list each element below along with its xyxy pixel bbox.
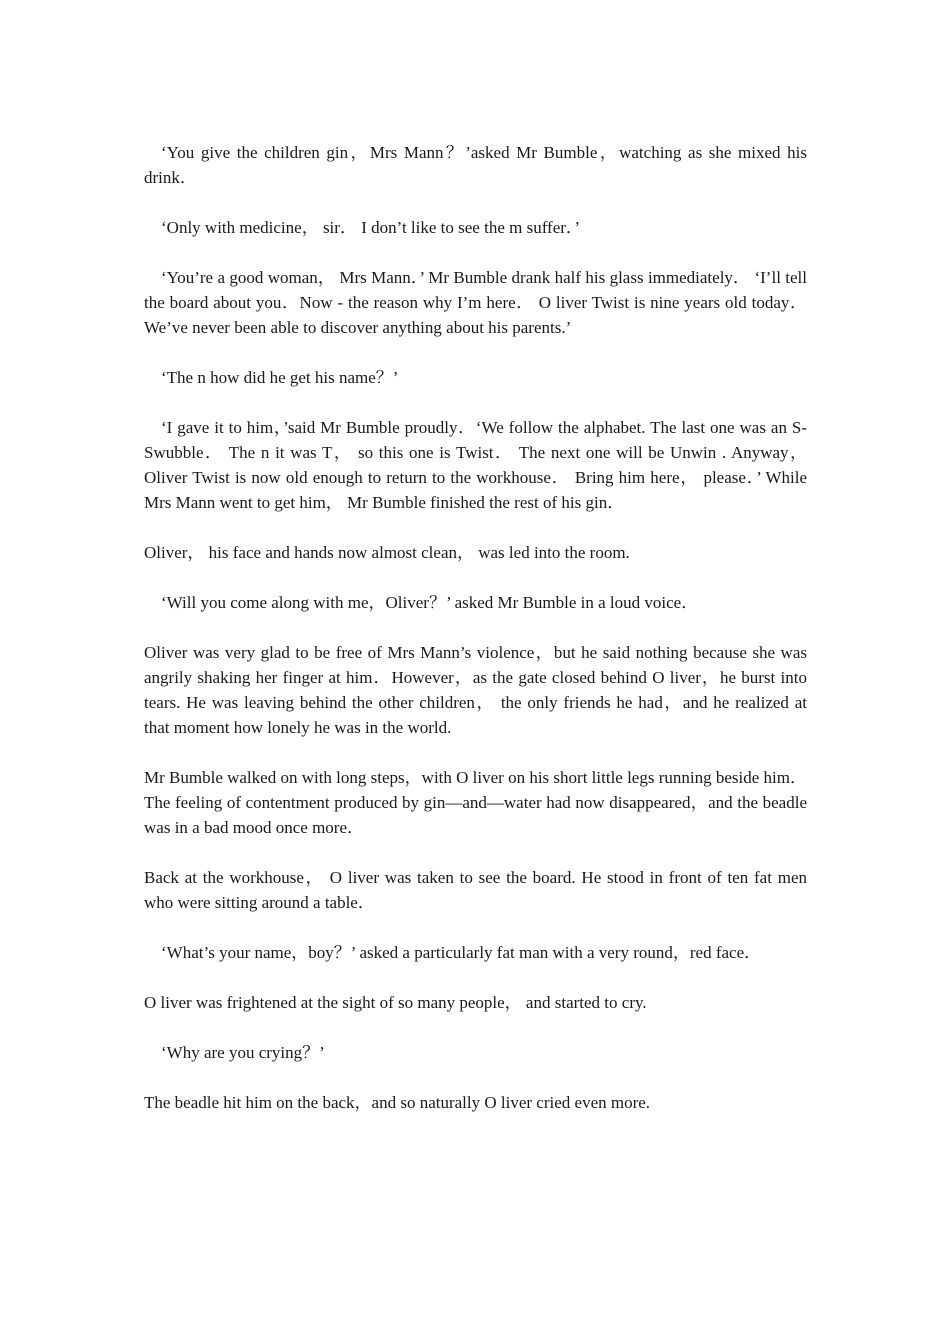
paragraph: ‘Only with medicine， sir． I don’t like to see the m suffer．’	[161, 218, 581, 237]
paragraph: Oliver， his face and hands now almost clean， was led into the room.	[144, 543, 630, 562]
paragraph: Back at the workhouse， O liver was taken to see the board. He stood in front of ten fat men who were sitting around a table．	[144, 868, 807, 912]
paragraph: ‘The n how did he get his name？’	[161, 368, 399, 387]
paragraph: ‘I gave it to him，’said Mr Bumble proudly．‘We follow the alphabet. The last one was an S-Swubble． The n it was T， so this one is Twist． The next one will be Unwin . Anyway，Oliver Twist is now old enough to return to the workhouse． Bring him here， please．’ While Mrs Mann went to get him， Mr Bumble finished the rest of his gin．	[144, 418, 807, 512]
paragraph: ‘Why are you crying？’	[161, 1043, 325, 1062]
paragraph: ‘Will you come along with me，Oliver？’ asked Mr Bumble in a loud voice．	[161, 593, 699, 612]
paragraph: O liver was frightened at the sight of so many people， and started to cry.	[144, 993, 647, 1012]
document-page	[144, 140, 807, 1115]
paragraph: ‘You’re a good woman， Mrs Mann．’ Mr Bumble drank half his glass immediately． ‘I’ll tell the board about you．Now - the reason why I’m here． O liver Twist is nine years old today． We’ve never been able to discover anything about his parents.’	[144, 268, 807, 337]
paragraph: ‘What’s your name，boy？’ asked a particularly fat man with a very round，red face．	[161, 943, 762, 962]
paragraph: Oliver was very glad to be free of Mrs Mann’s violence，but he said nothing because she was angrily shaking her finger at him．However，as the gate closed behind O liver，he burst into tears. He was leaving behind the other children， the only friends he had，and he realized at that moment how lonely he was in the world.	[144, 643, 807, 737]
paragraph: The beadle hit him on the back，and so naturally O liver cried even more.	[144, 1093, 651, 1112]
paragraph: Mr Bumble walked on with long steps，with O liver on his short little legs running beside him．The feeling of contentment produced by gin—and—water had now disappeared，and the beadle was in a bad mood once more．	[144, 768, 807, 837]
paragraph: ‘You give the children gin，Mrs Mann？’asked Mr Bumble，watching as she mixed his drink．	[144, 143, 807, 187]
